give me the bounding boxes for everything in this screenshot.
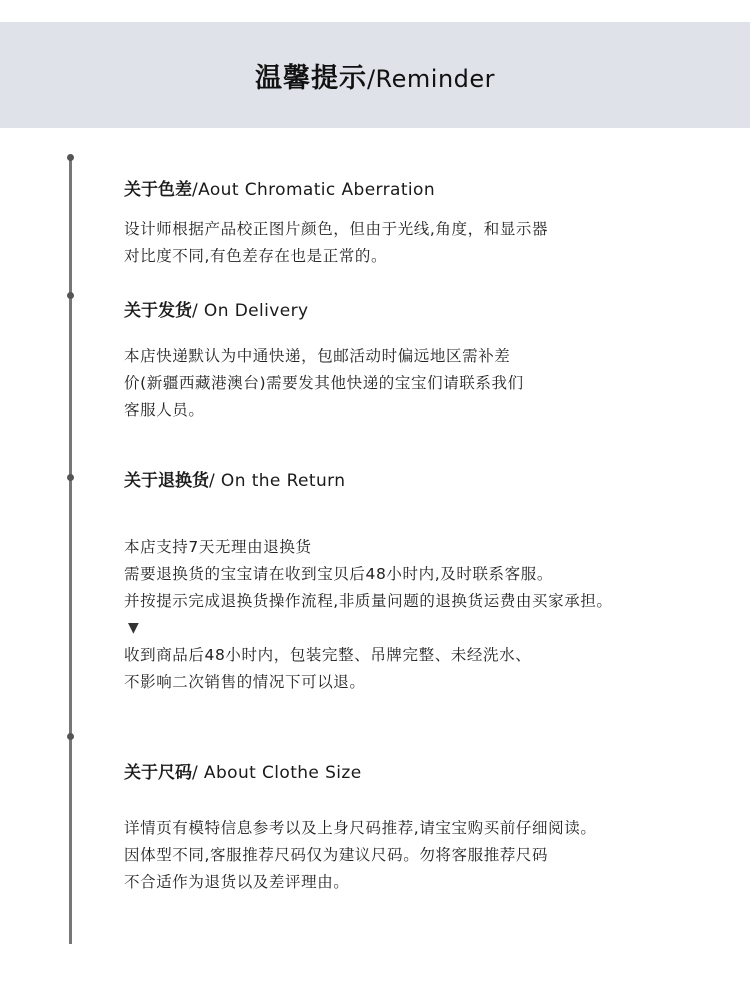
body-line: 本店支持7天无理由退换货 [124,538,312,556]
reminder-header [0,22,750,128]
section-body [124,815,724,896]
timeline-dot-return [67,474,74,481]
section-title-en: / About Clothe Size [192,763,362,783]
body-line: 不合适作为退货以及差评理由。 [124,873,350,891]
section-chromatic-aberration [124,179,724,270]
down-arrow-icon: ▼ [128,620,140,636]
section-title [124,470,724,492]
section-body [124,534,724,696]
body-line: 不影响二次销售的情况下可以退。 [124,673,366,691]
section-body [124,343,724,424]
body-line: 详情页有模特信息参考以及上身尺码推荐,请宝宝购买前仔细阅读。 [124,819,597,837]
timeline-dot-size [67,733,74,740]
body-line: 设计师根据产品校正图片颜色，但由于光线,角度，和显示器 [124,220,549,238]
timeline-dot-start [67,154,74,161]
body-line: 收到商品后48小时内，包装完整、吊牌完整、未经洗水、 [124,646,532,664]
section-title [124,179,724,201]
body-line: 对比度不同,有色差存在也是正常的。 [124,247,388,265]
section-delivery [124,300,724,424]
section-title-cn: 关于退换货 [124,471,209,491]
timeline-dot-delivery [67,292,74,299]
body-line: 本店快递默认为中通快递，包邮活动时偏远地区需补差 [124,347,511,365]
timeline-line [69,158,72,944]
body-line: 并按提示完成退换货操作流程,非质量问题的退换货运费由买家承担。 [124,592,613,610]
section-title-cn: 关于发货 [124,301,192,321]
body-line: 价(新疆西藏港澳台)需要发其他快递的宝宝们请联系我们 [124,374,524,392]
body-line: 因体型不同,客服推荐尺码仅为建议尺码。勿将客服推荐尺码 [124,846,549,864]
section-title-en: / On the Return [209,471,346,491]
section-title [124,300,724,322]
page-title-en: /Reminder [366,64,496,93]
body-line: 客服人员。 [124,401,205,419]
section-title [124,762,724,784]
section-title-cn: 关于尺码 [124,763,192,783]
section-size [124,762,724,896]
body-line: 需要退换货的宝宝请在收到宝贝后48小时内,及时联系客服。 [124,565,553,583]
page-title-cn: 温馨提示 [254,62,367,94]
section-title-en: /Aout Chromatic Aberration [192,180,436,200]
section-body [124,216,724,270]
page-title [255,56,495,95]
section-title-en: / On Delivery [192,301,309,321]
section-title-cn: 关于色差 [124,180,192,200]
section-return [124,470,724,696]
